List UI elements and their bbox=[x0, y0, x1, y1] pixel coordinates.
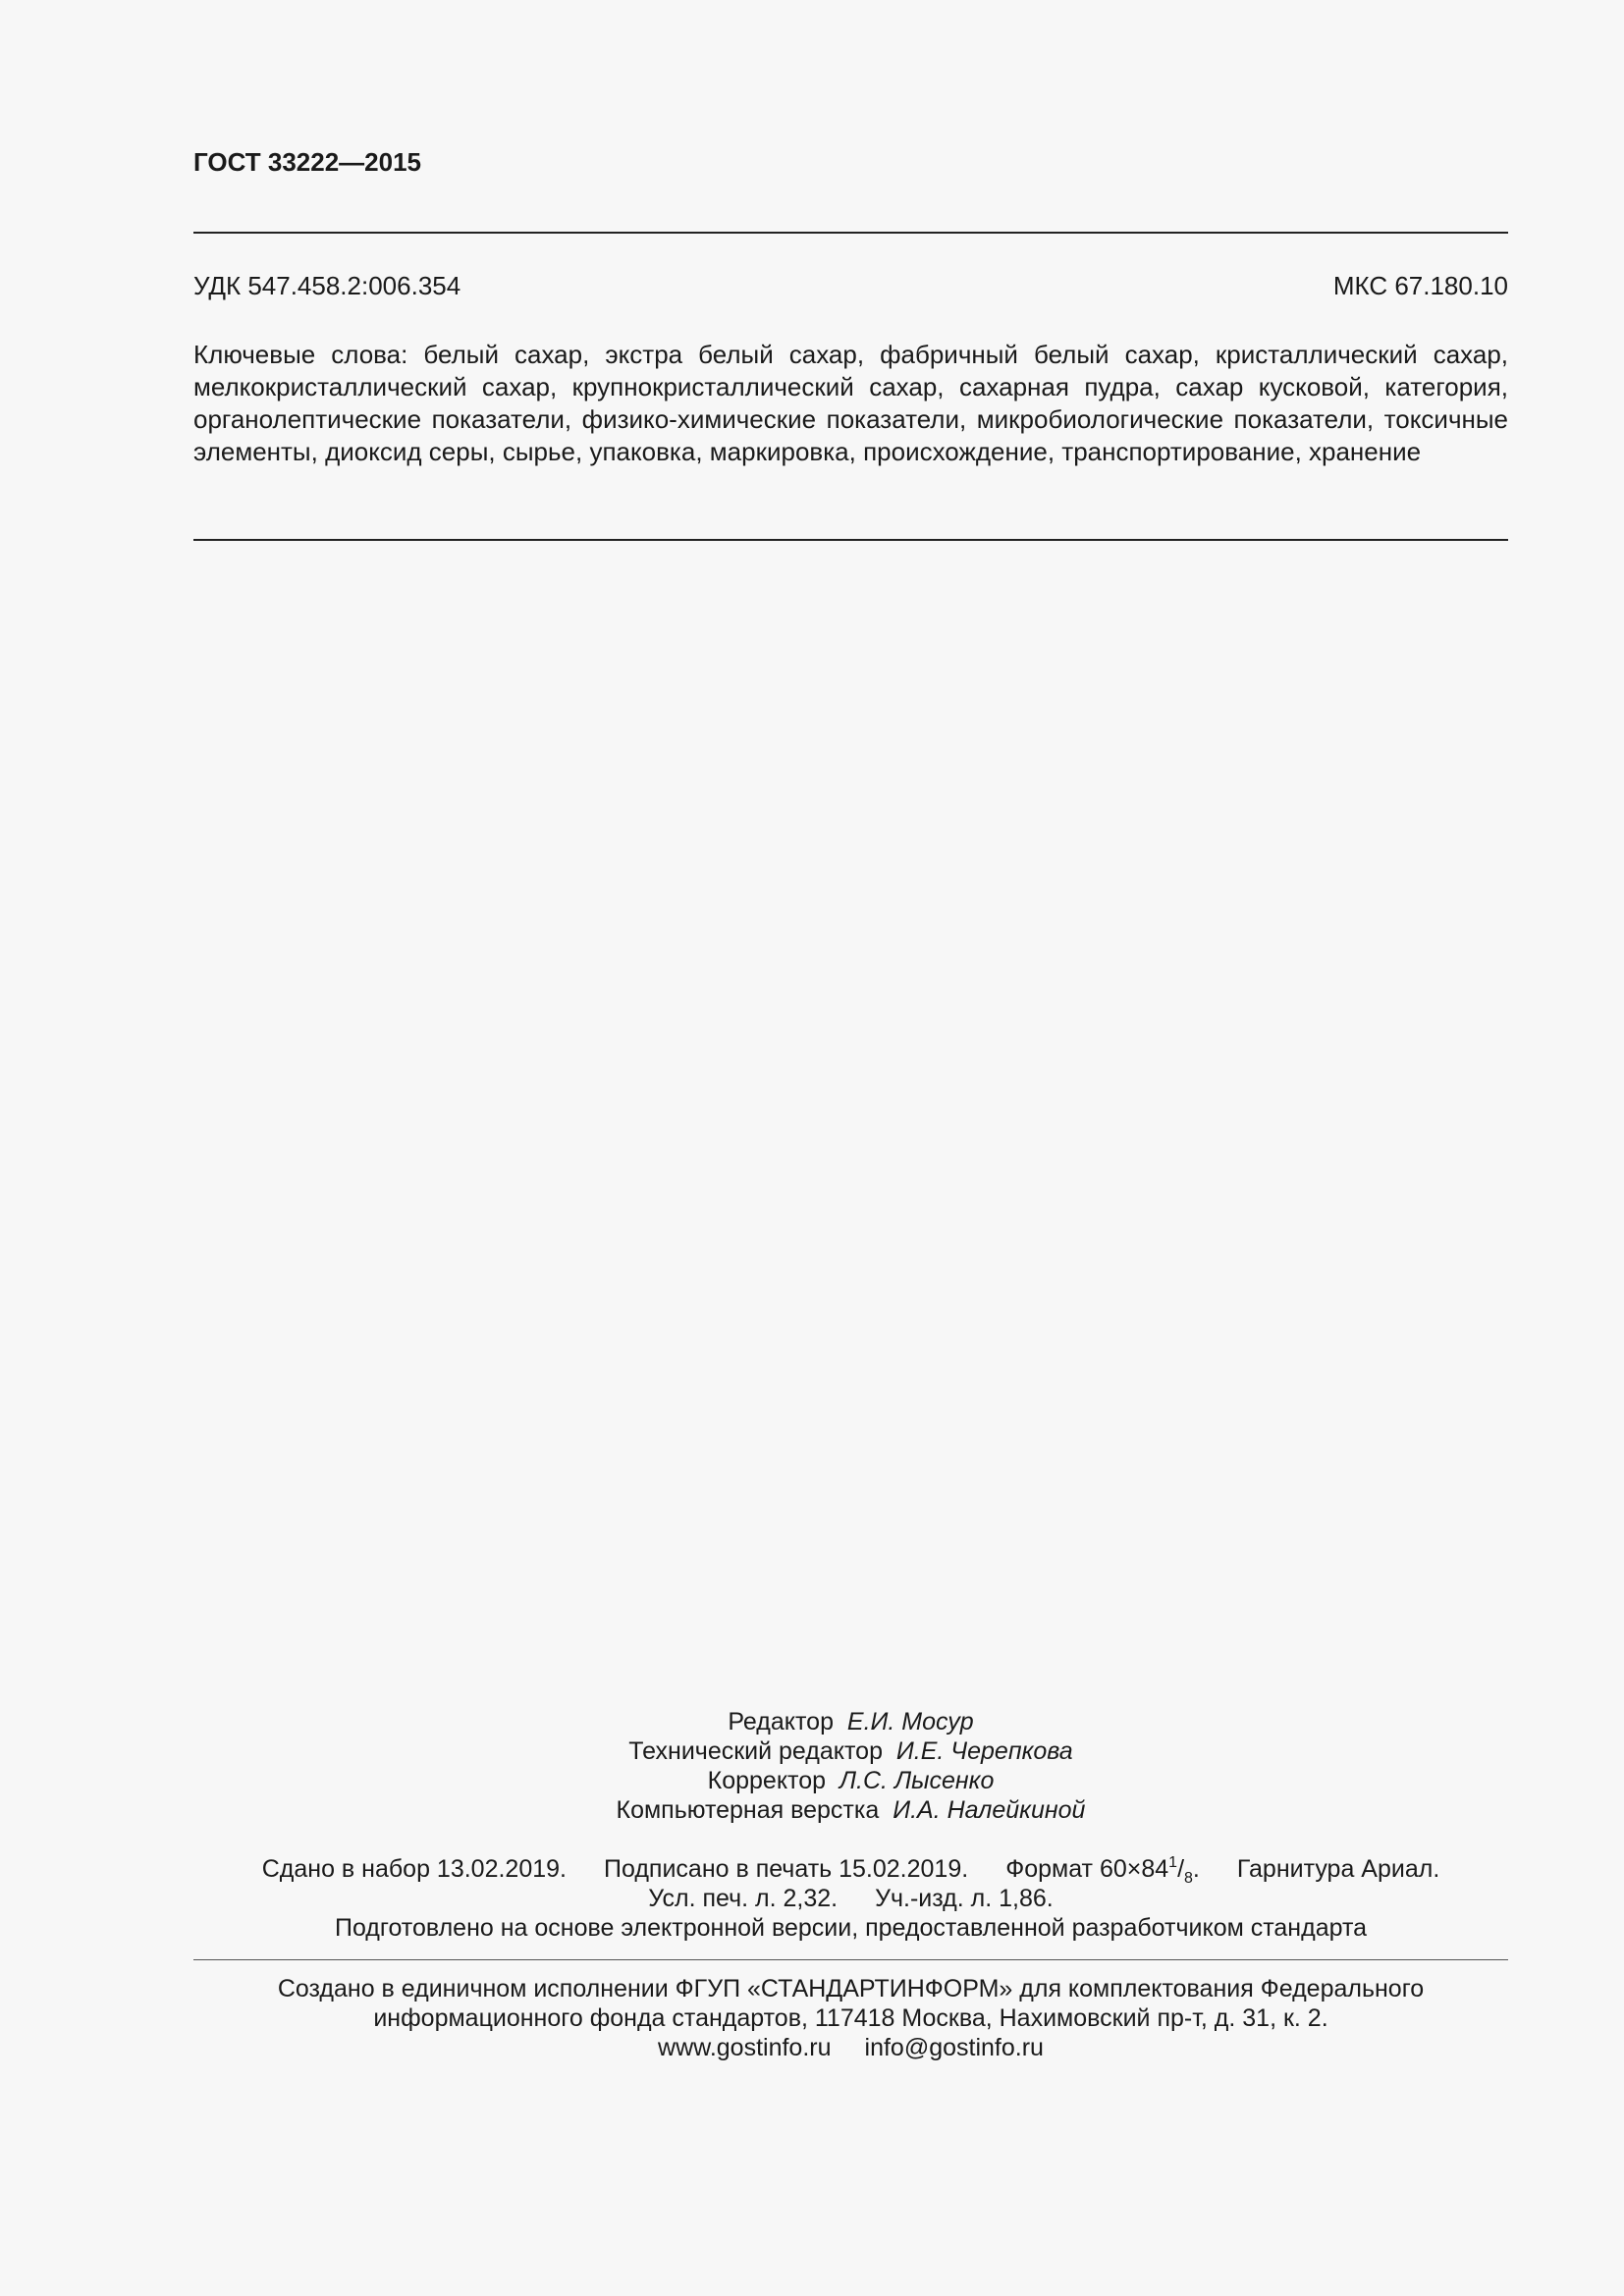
keywords-paragraph: Ключевые слова: белый сахар, экстра белый сахар, фабричный белый сахар, кристаллический сахар, мелкокристаллический сахар, крупнокристаллический сахар, сахарная пудра, сахар кусковой, категория, органолептические показатели, физико-химические показатели, микробиологические показатели, токсичные элементы, диоксид серы, сырье, упаковка, маркировка, происхождение, транспортирование, хранение bbox=[193, 340, 1508, 466]
credit-editor bbox=[193, 1707, 1508, 1736]
credit-proofreader bbox=[193, 1766, 1508, 1795]
footer-contacts bbox=[193, 2033, 1508, 2062]
paper-format: Формат $60\times 84^1/_8$. bbox=[1005, 1854, 1200, 1887]
email-link[interactable]: info@gostinfo.ru bbox=[864, 2034, 1044, 2061]
publication-line-2 bbox=[193, 1884, 1508, 1913]
udk-code: УДК 547.458.2:006.354 bbox=[193, 271, 461, 300]
credit-role: Технический редактор bbox=[628, 1737, 883, 1765]
credit-person: И.Е. Черепкова bbox=[895, 1737, 1073, 1765]
publication-info bbox=[193, 1854, 1508, 1943]
publication-line-1 bbox=[193, 1854, 1508, 1887]
credit-person: Е.И. Мосур bbox=[846, 1708, 974, 1735]
print-sheets: Усл. печ. л. 2,32. bbox=[648, 1885, 839, 1912]
credit-tech-editor bbox=[193, 1736, 1508, 1766]
edition-sheets: Уч.-изд. л. 1,86. bbox=[875, 1885, 1054, 1912]
credit-layout bbox=[193, 1795, 1508, 1825]
credit-person: И.А. Налейкиной bbox=[893, 1796, 1086, 1824]
footer-line-1: Создано в единичном исполнении ФГУП «СТАНДАРТИНФОРМ» для комплектования Федерального bbox=[277, 1975, 1425, 2002]
credits-block bbox=[193, 1707, 1508, 1825]
credit-person: Л.С. Лысенко bbox=[839, 1767, 995, 1794]
credit-role: Редактор bbox=[728, 1708, 834, 1735]
footer-divider bbox=[193, 1959, 1508, 1960]
signed-date: Подписано в печать 15.02.2019. bbox=[604, 1855, 969, 1883]
top-divider bbox=[193, 232, 1508, 234]
footer-line-2: информационного фонда стандартов, 117418 Москва, Нахимовский пр-т, д. 31, к. 2. bbox=[373, 2004, 1328, 2032]
prepared-note: Подготовлено на основе электронной версии, предоставленной разработчиком стандарта bbox=[334, 1914, 1368, 1942]
keywords-divider bbox=[193, 539, 1508, 541]
credit-role: Корректор bbox=[707, 1767, 827, 1794]
website-link[interactable]: www.gostinfo.ru bbox=[658, 2034, 832, 2061]
footer-block bbox=[193, 1974, 1508, 2062]
credit-role: Компьютерная верстка bbox=[616, 1796, 880, 1824]
typeface: Гарнитура Ариал. bbox=[1236, 1855, 1440, 1883]
standard-number: ГОСТ 33222—2015 bbox=[193, 147, 421, 177]
typeset-date: Сдано в набор 13.02.2019. bbox=[261, 1855, 567, 1883]
mks-code: МКС 67.180.10 bbox=[1332, 271, 1508, 300]
classification-codes bbox=[193, 269, 1508, 302]
